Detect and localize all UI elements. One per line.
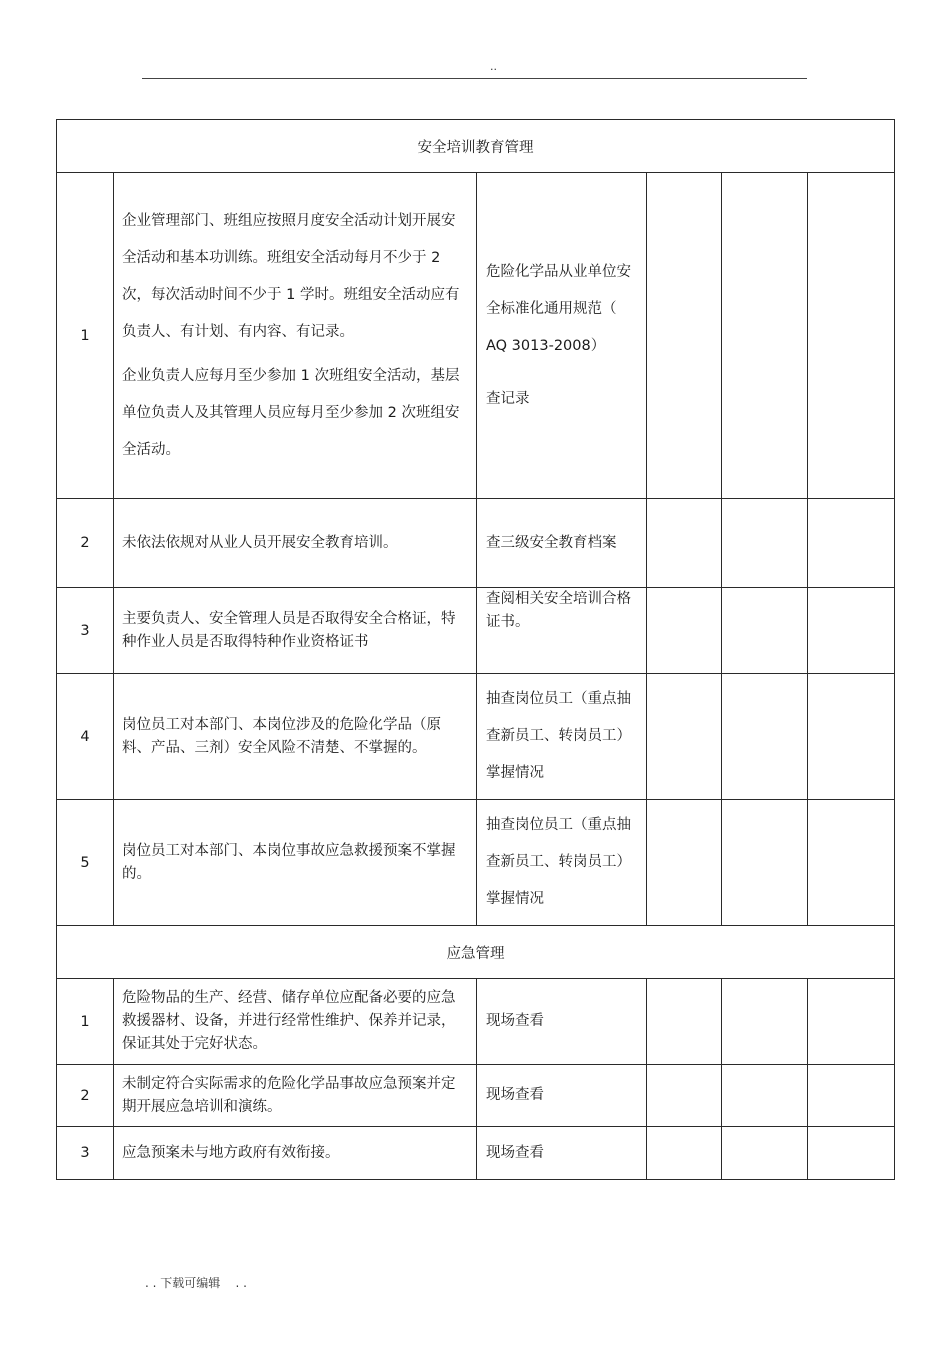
page-header-mark: .. <box>490 60 497 73</box>
blank-cell <box>722 1065 808 1127</box>
check-method <box>477 800 647 926</box>
blank-cell <box>647 1127 722 1180</box>
section-header-row <box>57 926 895 979</box>
blank-cell <box>808 499 895 588</box>
check-item <box>114 499 477 588</box>
check-method-text: 查三级安全教育档案 <box>486 534 617 551</box>
blank-cell <box>808 173 895 499</box>
check-item <box>114 979 477 1065</box>
blank-cell <box>722 979 808 1065</box>
check-method-text: 现场查看 <box>486 1013 544 1029</box>
table-row <box>57 979 895 1065</box>
blank-cell <box>722 588 808 674</box>
blank-cell <box>808 674 895 800</box>
check-method <box>477 979 647 1065</box>
check-method <box>477 588 647 674</box>
blank-cell <box>722 1127 808 1180</box>
check-method-text: 现场查看 <box>486 1087 544 1103</box>
check-item-text: 未依法依规对从业人员开展安全教育培训。 <box>122 534 398 551</box>
table-row <box>57 588 895 674</box>
blank-cell <box>647 800 722 926</box>
table-row <box>57 800 895 926</box>
blank-cell <box>722 800 808 926</box>
check-method-text: 查阅相关安全培训合格证书。 <box>486 591 631 630</box>
blank-cell <box>647 979 722 1065</box>
check-method <box>477 1065 647 1127</box>
check-method-paragraph: 查记录 <box>486 390 530 407</box>
check-item <box>114 800 477 926</box>
table-row <box>57 173 895 499</box>
row-number: 5 <box>57 800 114 926</box>
page-footer: . . 下载可编辑 . . <box>145 1276 247 1290</box>
check-method-text: 抽查岗位员工（重点抽查新员工、转岗员工）掌握情况 <box>486 691 631 781</box>
table-row <box>57 674 895 800</box>
check-item-paragraph: 企业负责人应每月至少参加 1 次班组安全活动，基层单位负责人及其管理人员应每月至少参加 2 次班组安全活动。 <box>122 367 460 458</box>
blank-cell <box>647 173 722 499</box>
section-title: 应急管理 <box>57 926 895 979</box>
check-item-text: 应急预案未与地方政府有效衔接。 <box>122 1144 340 1161</box>
blank-cell <box>647 1065 722 1127</box>
check-method-text: 现场查看 <box>486 1144 544 1161</box>
inspection-table <box>56 119 895 1180</box>
row-number: 1 <box>57 979 114 1065</box>
table-row <box>57 499 895 588</box>
check-method-text: 抽查岗位员工（重点抽查新员工、转岗员工）掌握情况 <box>486 817 631 907</box>
row-number: 3 <box>57 588 114 674</box>
blank-cell <box>722 173 808 499</box>
check-item <box>114 588 477 674</box>
table-row <box>57 1127 895 1180</box>
check-item-text: 主要负责人、安全管理人员是否取得安全合格证，特种作业人员是否取得特种作业资格证书 <box>122 610 456 650</box>
check-item <box>114 674 477 800</box>
check-item-text: 未制定符合实际需求的危险化学品事故应急预案并定期开展应急培训和演练。 <box>122 1075 456 1115</box>
check-method <box>477 499 647 588</box>
blank-cell <box>647 588 722 674</box>
blank-cell <box>722 674 808 800</box>
section-header-row <box>57 120 895 173</box>
check-item <box>114 173 477 499</box>
row-number: 1 <box>57 173 114 499</box>
blank-cell <box>647 674 722 800</box>
blank-cell <box>808 1127 895 1180</box>
check-item-paragraph: 企业管理部门、班组应按照月度安全活动计划开展安全活动和基本功训练。班组安全活动每月不少于 2 次，每次活动时间不少于 1 学时。班组安全活动应有负责人、有计划、有内容、有记录。 <box>122 212 460 340</box>
check-method-paragraph: 危险化学品从业单位安全标准化通用规范（ AQ 3013-2008） <box>486 263 631 354</box>
check-item-text: 岗位员工对本部门、本岗位事故应急救援预案不掌握的。 <box>122 842 456 882</box>
blank-cell <box>808 1065 895 1127</box>
check-method <box>477 173 647 499</box>
table-row <box>57 1065 895 1127</box>
check-method <box>477 1127 647 1180</box>
check-method <box>477 674 647 800</box>
check-item <box>114 1065 477 1127</box>
blank-cell <box>722 499 808 588</box>
check-item-text: 岗位员工对本部门、本岗位涉及的危险化学品（原料、产品、三剂）安全风险不清楚、不掌握的。 <box>122 716 441 756</box>
header-rule <box>142 78 807 79</box>
blank-cell <box>808 588 895 674</box>
row-number: 4 <box>57 674 114 800</box>
check-item-text: 危险物品的生产、经营、储存单位应配备必要的应急救援器材、设备，并进行经常性维护、保养并记录，保证其处于完好状态。 <box>122 990 456 1052</box>
blank-cell <box>647 499 722 588</box>
blank-cell <box>808 800 895 926</box>
row-number: 2 <box>57 1065 114 1127</box>
section-title: 安全培训教育管理 <box>57 120 895 173</box>
row-number: 3 <box>57 1127 114 1180</box>
blank-cell <box>808 979 895 1065</box>
row-number: 2 <box>57 499 114 588</box>
check-item <box>114 1127 477 1180</box>
